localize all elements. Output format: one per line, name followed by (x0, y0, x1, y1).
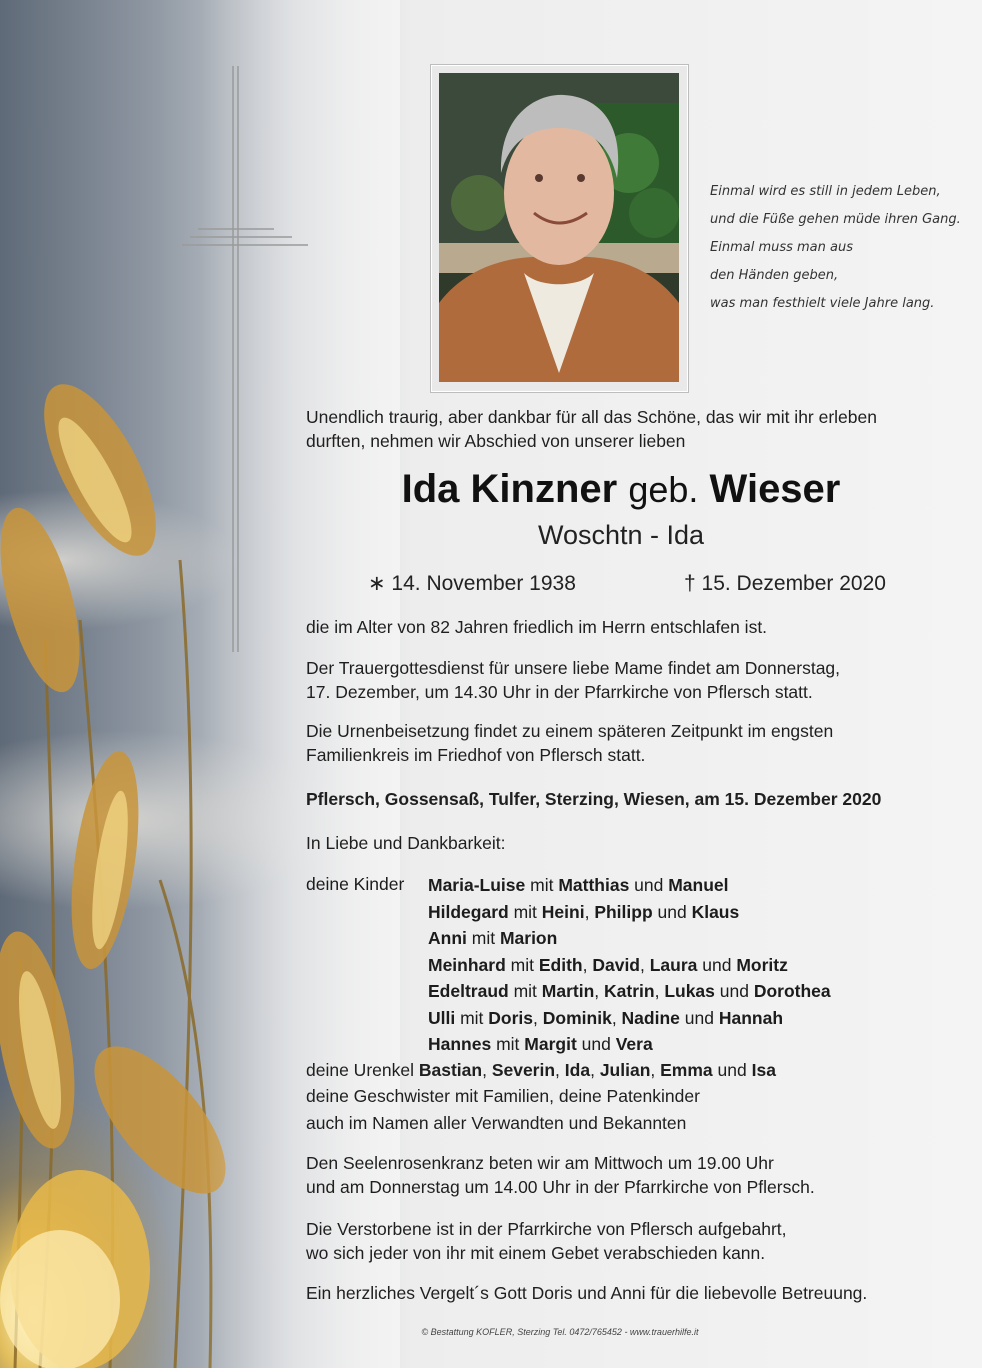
person-name: Philipp (594, 901, 653, 922)
service-line: 17. Dezember, um 14.30 Uhr in der Pfarrkirche von Pflersch statt. (306, 682, 813, 702)
connector-text: und (697, 954, 737, 975)
service-text (306, 656, 840, 704)
person-name: Ida (564, 1060, 591, 1080)
person-name: Meinhard (428, 954, 506, 975)
age-text: die im Alter von 82 Jahren friedlich im Herrn entschlafen ist. (306, 617, 768, 637)
person-name: Hildegard (428, 901, 509, 922)
person-name: Moritz (736, 954, 788, 975)
deceased-name (306, 465, 936, 514)
connector-text: , (482, 1060, 492, 1080)
person-name: Edith (538, 954, 583, 975)
person-name: Doris (488, 1007, 534, 1028)
connector-text: und (679, 1007, 719, 1028)
connector-text: , (590, 1060, 600, 1080)
poem-line: Einmal wird es still in jedem Leben, (710, 184, 941, 199)
kids-list (428, 872, 831, 1058)
laid-out-text (306, 1217, 787, 1265)
person-name: Edeltraud (428, 981, 509, 1001)
intro-text (306, 405, 877, 453)
poem-line: Einmal muss man aus (710, 240, 853, 255)
person-name: Manuel (668, 875, 729, 895)
connector-text: und (629, 875, 669, 895)
person-name: Ulli (428, 1007, 456, 1028)
kids-label: deine Kinder (306, 874, 405, 894)
kids-line (428, 899, 831, 926)
person-name: Lukas (664, 981, 715, 1001)
kids-line (428, 952, 831, 979)
person-name: Severin (491, 1060, 556, 1080)
rosary-line: Den Seelenrosenkranz beten wir am Mittwoch um 19.00 Uhr (306, 1153, 774, 1173)
service-line: Der Trauergottesdienst für unsere liebe Mame findet am Donnerstag, (306, 658, 841, 678)
connector-text: mit (508, 981, 542, 1001)
death-date: † 15. Dezember 2020 (684, 572, 886, 595)
connector-text: und (576, 1034, 616, 1054)
siblings-text (306, 1083, 700, 1136)
connector-text: mit (525, 875, 559, 895)
connector-text: mit (508, 901, 542, 922)
connector-text: , (582, 954, 593, 975)
person-name: Maria-Luise (428, 875, 526, 895)
great-grandchildren (306, 1057, 776, 1084)
poem-line: und die Füße gehen müde ihren Gang. (710, 212, 961, 227)
person-name: Matthias (558, 875, 630, 895)
portrait-photo (439, 73, 679, 382)
connector-text: , (584, 901, 595, 922)
person-name: Dorothea (753, 981, 831, 1001)
connector-text: , (640, 954, 650, 975)
nee-label: geb. (628, 469, 699, 510)
intro-line: durften, nehmen wir Abschied von unserer lieben (306, 431, 686, 451)
person-name: Martin (541, 981, 595, 1001)
connector-text: mit (505, 954, 539, 975)
connector-text: , (594, 981, 605, 1001)
cross-icon (180, 64, 310, 654)
connector-text: , (533, 1007, 543, 1028)
person-name: Isa (751, 1060, 776, 1080)
connector-text: , (650, 1060, 661, 1080)
person-name: Bastian (418, 1060, 483, 1080)
footer-credit: © Bestattung KOFLER, Sterzing Tel. 0472/765452 - www.trauerhilfe.it (421, 1327, 699, 1337)
person-name: Julian (599, 1060, 651, 1080)
first-name: Ida Kinzner (401, 467, 618, 511)
person-name: Marion (499, 928, 558, 948)
poem-line: den Händen geben, (710, 268, 839, 283)
urn-line: Die Urnenbeisetzung findet zu einem späteren Zeitpunkt im engsten (306, 721, 834, 741)
laid-line: wo sich jeder von ihr mit einem Gebet verabschieden kann. (306, 1243, 766, 1263)
poem-line: was man festhielt viele Jahre lang. (710, 296, 935, 311)
kids-line (428, 978, 831, 1005)
love-text: In Liebe und Dankbarkeit: (306, 833, 506, 853)
connector-text: , (555, 1060, 565, 1080)
relatives-line: auch im Namen aller Verwandten und Bekannten (306, 1112, 687, 1133)
intro-line: Unendlich traurig, aber dankbar für all das Schöne, das wir mit ihr erleben (306, 407, 877, 427)
kids-line (428, 1005, 831, 1032)
person-name: Laura (649, 954, 698, 975)
poem (710, 178, 970, 318)
maiden-name: Wieser (709, 467, 841, 511)
connector-text: , (611, 1007, 622, 1028)
person-name: Heini (541, 901, 585, 922)
person-name: Hannah (718, 1007, 784, 1028)
places-date: Pflersch, Gossensaß, Tulfer, Sterzing, Wiesen, am 15. Dezember 2020 (306, 789, 882, 809)
connector-text: , (654, 981, 665, 1001)
thanks-text: Ein herzliches Vergelt´s Gott Doris und Anni für die liebevolle Betreuung. (306, 1283, 868, 1303)
rosary-text (306, 1151, 815, 1199)
nickname: Woschtn - Ida (537, 520, 705, 550)
connector-text: und (712, 1060, 752, 1080)
urn-line: Familienkreis im Friedhof von Pflersch statt. (306, 745, 646, 765)
person-name: Vera (615, 1034, 653, 1054)
siblings-line: deine Geschwister mit Familien, deine Patenkinder (306, 1086, 700, 1106)
kids-line (428, 1031, 831, 1058)
person-name: Anni (428, 928, 467, 948)
rosary-line: und am Donnerstag um 14.00 Uhr in der Pfarrkirche von Pflersch. (306, 1177, 815, 1197)
connector-text: und (714, 981, 754, 1001)
person-name: David (592, 954, 640, 975)
person-name: Dominik (542, 1007, 612, 1028)
person-name: Margit (524, 1034, 577, 1054)
birth-date: ∗ 14. November 1938 (368, 572, 576, 595)
great-label: deine Urenkel (306, 1060, 419, 1080)
person-name: Nadine (621, 1007, 680, 1028)
urn-text (306, 719, 833, 767)
kids-line (428, 872, 831, 899)
connector-text: mit (455, 1007, 489, 1028)
connector-text: mit (466, 928, 500, 948)
person-name: Klaus (691, 901, 740, 922)
kids-line (428, 925, 831, 952)
person-name: Emma (660, 1060, 713, 1080)
connector-text: und (652, 901, 692, 922)
great-names (419, 1060, 776, 1080)
connector-text: mit (491, 1034, 525, 1054)
person-name: Hannes (428, 1034, 492, 1054)
laid-line: Die Verstorbene ist in der Pfarrkirche von Pflersch aufgebahrt, (306, 1219, 787, 1239)
person-name: Katrin (604, 981, 655, 1001)
